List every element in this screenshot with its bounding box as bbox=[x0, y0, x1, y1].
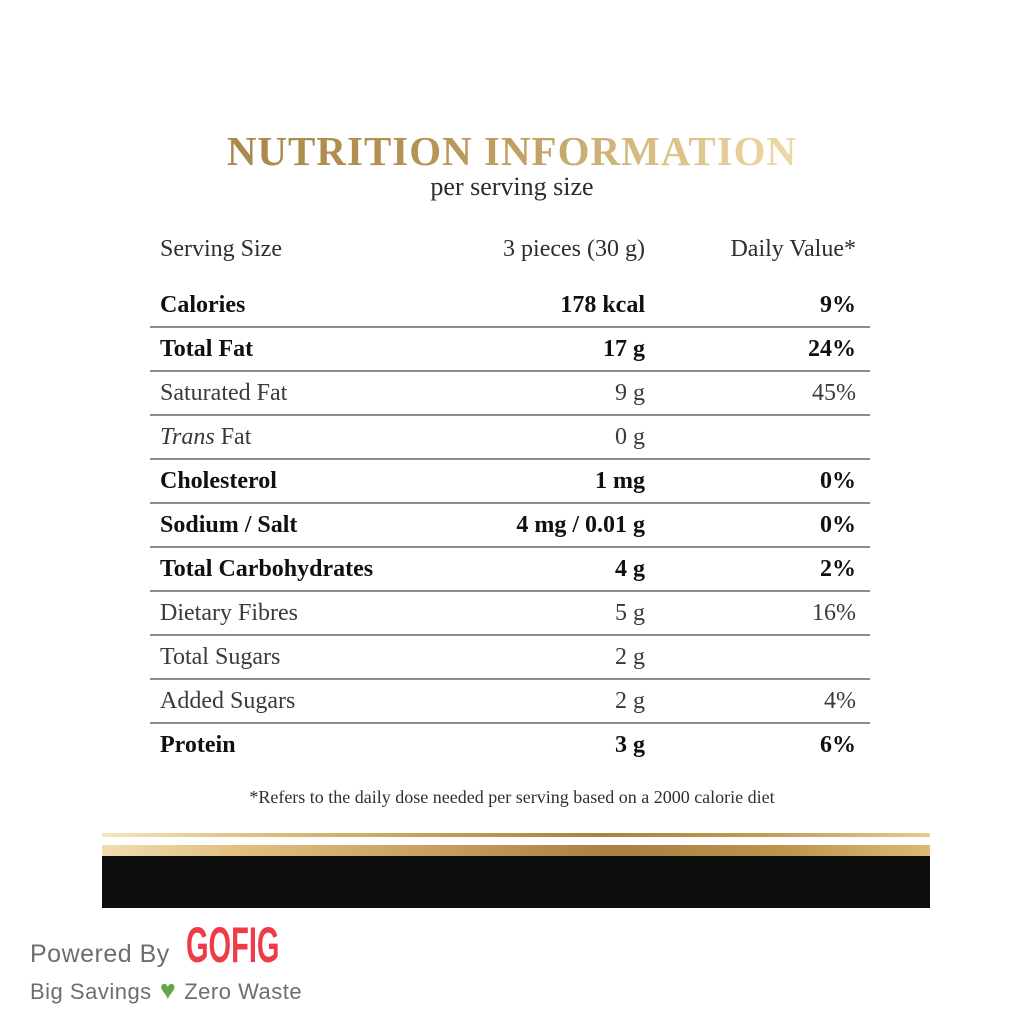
table-row-sodium-salt bbox=[150, 504, 870, 548]
row-value: 17 g bbox=[603, 335, 645, 362]
row-daily-value: 9% bbox=[820, 291, 856, 318]
table-row-calories bbox=[150, 284, 870, 328]
table-row-total-carbohydrates bbox=[150, 548, 870, 592]
row-label: Protein bbox=[160, 731, 236, 758]
daily-value-header: Daily Value* bbox=[730, 235, 856, 262]
row-value: 4 g bbox=[615, 555, 645, 582]
row-daily-value: 2% bbox=[820, 555, 856, 582]
row-daily-value: 6% bbox=[820, 731, 856, 758]
row-label: Added Sugars bbox=[160, 687, 296, 714]
page-title: NUTRITION INFORMATION bbox=[226, 128, 798, 174]
table-header-row bbox=[150, 226, 870, 272]
table-row-trans-fat bbox=[150, 416, 870, 460]
serving-size-label: Serving Size bbox=[160, 235, 282, 262]
row-daily-value: 0% bbox=[820, 467, 856, 494]
row-label: Sodium / Salt bbox=[160, 511, 298, 538]
table-row-dietary-fibres bbox=[150, 592, 870, 636]
tagline-left: Big Savings bbox=[30, 978, 152, 1004]
tagline bbox=[30, 975, 347, 1005]
row-value: 0 g bbox=[615, 423, 645, 450]
table-row-total-sugars bbox=[150, 636, 870, 680]
table-row-added-sugars bbox=[150, 680, 870, 724]
page-subtitle: per serving size bbox=[430, 172, 594, 202]
table-row-protein bbox=[150, 724, 870, 766]
gofig-logo: GOFIG bbox=[185, 917, 280, 973]
serving-size-value: 3 pieces (30 g) bbox=[503, 235, 645, 262]
trans-rest-label: Fat bbox=[214, 423, 252, 450]
row-label: Cholesterol bbox=[160, 467, 277, 494]
row-label: Saturated Fat bbox=[160, 379, 288, 406]
row-value: 2 g bbox=[615, 687, 645, 714]
row-daily-value: 4% bbox=[824, 687, 856, 714]
heart-icon: ♥ bbox=[159, 975, 177, 1005]
gold-divider-line bbox=[102, 833, 930, 837]
table-row-saturated-fat bbox=[150, 372, 870, 416]
row-value: 2 g bbox=[615, 643, 645, 670]
row-value: 178 kcal bbox=[560, 291, 645, 318]
row-label: Total Carbohydrates bbox=[160, 555, 374, 582]
row-label: Total Sugars bbox=[160, 643, 281, 670]
row-daily-value: 45% bbox=[812, 379, 856, 406]
title-block bbox=[0, 130, 1024, 202]
row-value: 1 mg bbox=[595, 467, 645, 494]
trans-italic-label: Trans bbox=[160, 423, 215, 450]
brand-footer bbox=[30, 917, 347, 1005]
row-value: 4 mg / 0.01 g bbox=[516, 511, 645, 538]
black-bottom-bar bbox=[102, 856, 930, 908]
row-value: 9 g bbox=[615, 379, 645, 406]
row-daily-value: 16% bbox=[812, 599, 856, 626]
gold-accent-bar bbox=[102, 845, 930, 856]
tagline-right: Zero Waste bbox=[184, 978, 303, 1004]
row-label bbox=[150, 424, 405, 451]
row-label: Calories bbox=[160, 291, 246, 318]
row-value: 3 g bbox=[615, 731, 645, 758]
powered-by-label: Powered By bbox=[30, 940, 170, 968]
nutrition-table bbox=[150, 226, 870, 766]
row-daily-value: 0% bbox=[820, 511, 856, 538]
daily-value-footnote: *Refers to the daily dose needed per serving based on a 2000 calorie diet bbox=[249, 787, 775, 807]
powered-by-line bbox=[30, 917, 347, 973]
row-label: Total Fat bbox=[160, 335, 254, 362]
table-row-total-fat bbox=[150, 328, 870, 372]
table-row-cholesterol bbox=[150, 460, 870, 504]
row-daily-value: 24% bbox=[808, 335, 856, 362]
row-value: 5 g bbox=[615, 599, 645, 626]
row-label: Dietary Fibres bbox=[160, 599, 298, 626]
